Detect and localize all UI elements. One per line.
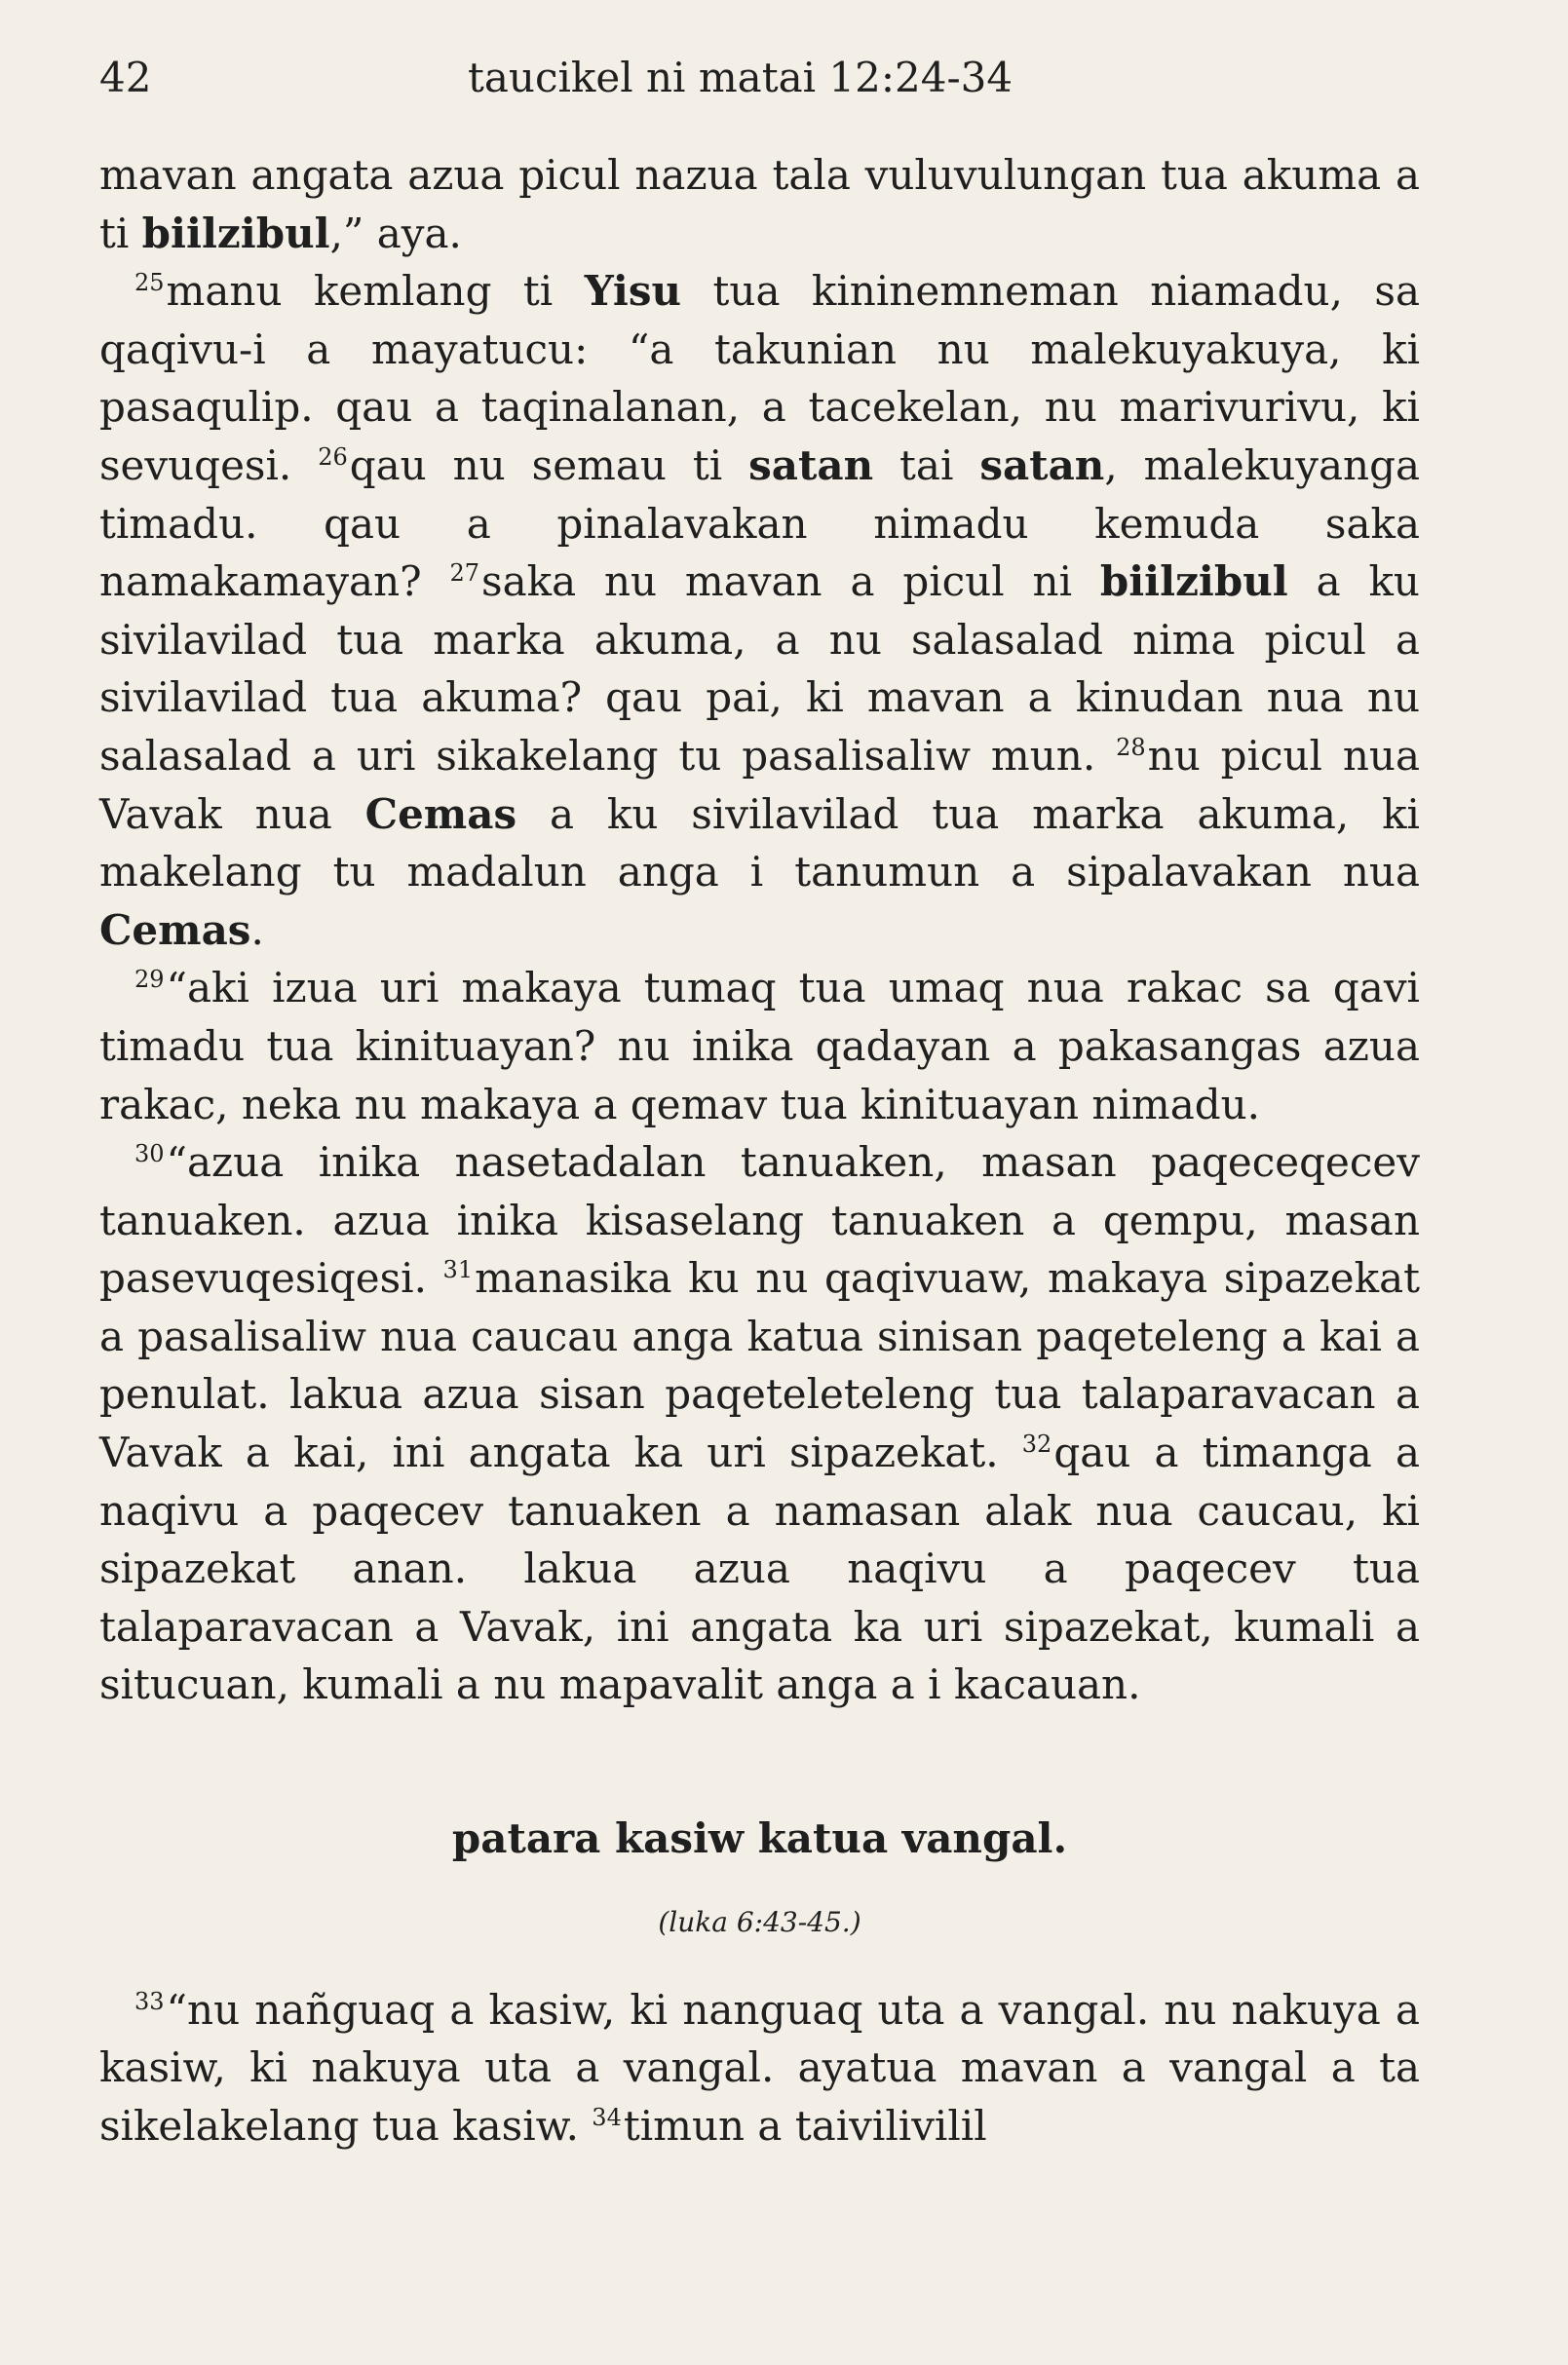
verse-number-33: 33 xyxy=(134,1987,165,2015)
text-run: a ku sivilavilad tua marka akuma, ki makelang tu madalun anga i tanumun a sipalavakan nua xyxy=(99,789,1420,896)
verse-number-27: 27 xyxy=(449,559,480,588)
paragraph-1 xyxy=(99,146,1420,262)
text-run: ,” aya. xyxy=(329,209,462,257)
section-reference: (luka 6:43-45.) xyxy=(658,1905,861,1938)
text-run: qau a timanga a naqivu a paqecev tanuaken a namasan alak nua caucau, ki sipazekat anan. lakua azua naqivu a paqecev tua talaparavacan a Vavak, ini angata ka uri sipazekat, kumali a situcuan, kumali a nu mapavalit anga a i kacauan. xyxy=(99,1429,1420,1709)
text-run: “aki izua uri makaya tumaq tua umaq nua rakac sa qavi timadu tua kinituayan? nu inika qadayan a pakasangas azua rakac, neka nu makaya a qemav tua kinituayan nimadu. xyxy=(99,964,1420,1128)
name-satan: satan xyxy=(748,440,874,489)
text-run: manu kemlang ti xyxy=(166,267,585,316)
page-header xyxy=(99,47,1420,134)
name-cemas: Cemas xyxy=(99,905,251,954)
paragraph-2 xyxy=(99,262,1420,959)
text-run: “nu nañguaq a kasiw, ki nanguaq uta a vangal. nu nakuya a kasiw, ki nakuya uta a vangal. ayatua mavan a vangal a ta sikelakelang tua kasiw. xyxy=(99,1985,1420,2150)
paragraph-4 xyxy=(99,1133,1420,1714)
text-run: . xyxy=(250,905,264,954)
text-run: nu picul nua Vavak nua xyxy=(99,731,1420,838)
text-run: tai xyxy=(873,440,980,489)
name-biilzibul: biilzibul xyxy=(1099,557,1288,606)
body-text xyxy=(99,146,1420,2155)
name-satan: satan xyxy=(979,440,1105,489)
verse-number-29: 29 xyxy=(134,966,165,994)
text-run: saka nu mavan a picul ni xyxy=(481,557,1100,606)
text-run: , malekuyanga timadu. qau a pinalavakan nimadu kemuda saka namakamayan? xyxy=(99,440,1420,606)
text-run: tua kininemneman niamadu, sa qaqivu-i a mayatucu: “a takunian nu malekuyakuya, ki pasaqulip. qau a taqinalanan, a tacekelan, nu marivurivu, ki sevuqesi. xyxy=(99,267,1420,489)
verse-number-34: 34 xyxy=(592,2103,622,2131)
verse-number-31: 31 xyxy=(442,1256,474,1284)
page-number: 42 xyxy=(99,54,152,101)
running-title: taucikel ni matai 12:24-34 xyxy=(468,54,1013,101)
text-run: manasika ku nu qaqivuaw, makaya sipazekat a pasalisaliw nua caucau anga katua sinisan paqeteleng a kai a penulat. lakua azua sisan paqeteleteleng tua talaparavacan a Vavak a kai, ini angata ka uri sipazekat. xyxy=(99,1254,1420,1477)
verse-number-28: 28 xyxy=(1116,733,1146,761)
verse-number-25: 25 xyxy=(134,269,165,297)
paragraph-3 xyxy=(99,959,1420,1133)
name-yisu: Yisu xyxy=(584,267,682,316)
name-cemas: Cemas xyxy=(364,789,517,838)
verse-number-32: 32 xyxy=(1021,1430,1052,1459)
text-run: timun a taivilivilil xyxy=(623,2101,987,2150)
text-run: mavan angata azua picul nazua tala vuluvulungan tua akuma a ti xyxy=(99,151,1420,257)
document-page xyxy=(99,47,1420,2317)
section-heading: patara kasiw katua vangal. xyxy=(451,1814,1068,1863)
text-run: a ku sivilavilad tua marka akuma, a nu salasalad nima picul a sivilavilad tua akuma? qau pai, ki mavan a kinudan nua nu salasalad a uri sikakelang tu pasalisaliw mun. xyxy=(99,557,1420,780)
text-run: “azua inika nasetadalan tanuaken, masan paqeceqecev tanuaken. azua inika kisaselang tanuaken a qempu, masan pasevuqesiqesi. xyxy=(99,1138,1420,1303)
verse-number-26: 26 xyxy=(318,442,348,471)
name-biilzibul: biilzibul xyxy=(141,209,330,257)
paragraph-5 xyxy=(99,1981,1420,2155)
text-run: qau nu semau ti xyxy=(349,440,749,489)
verse-number-30: 30 xyxy=(134,1140,165,1168)
